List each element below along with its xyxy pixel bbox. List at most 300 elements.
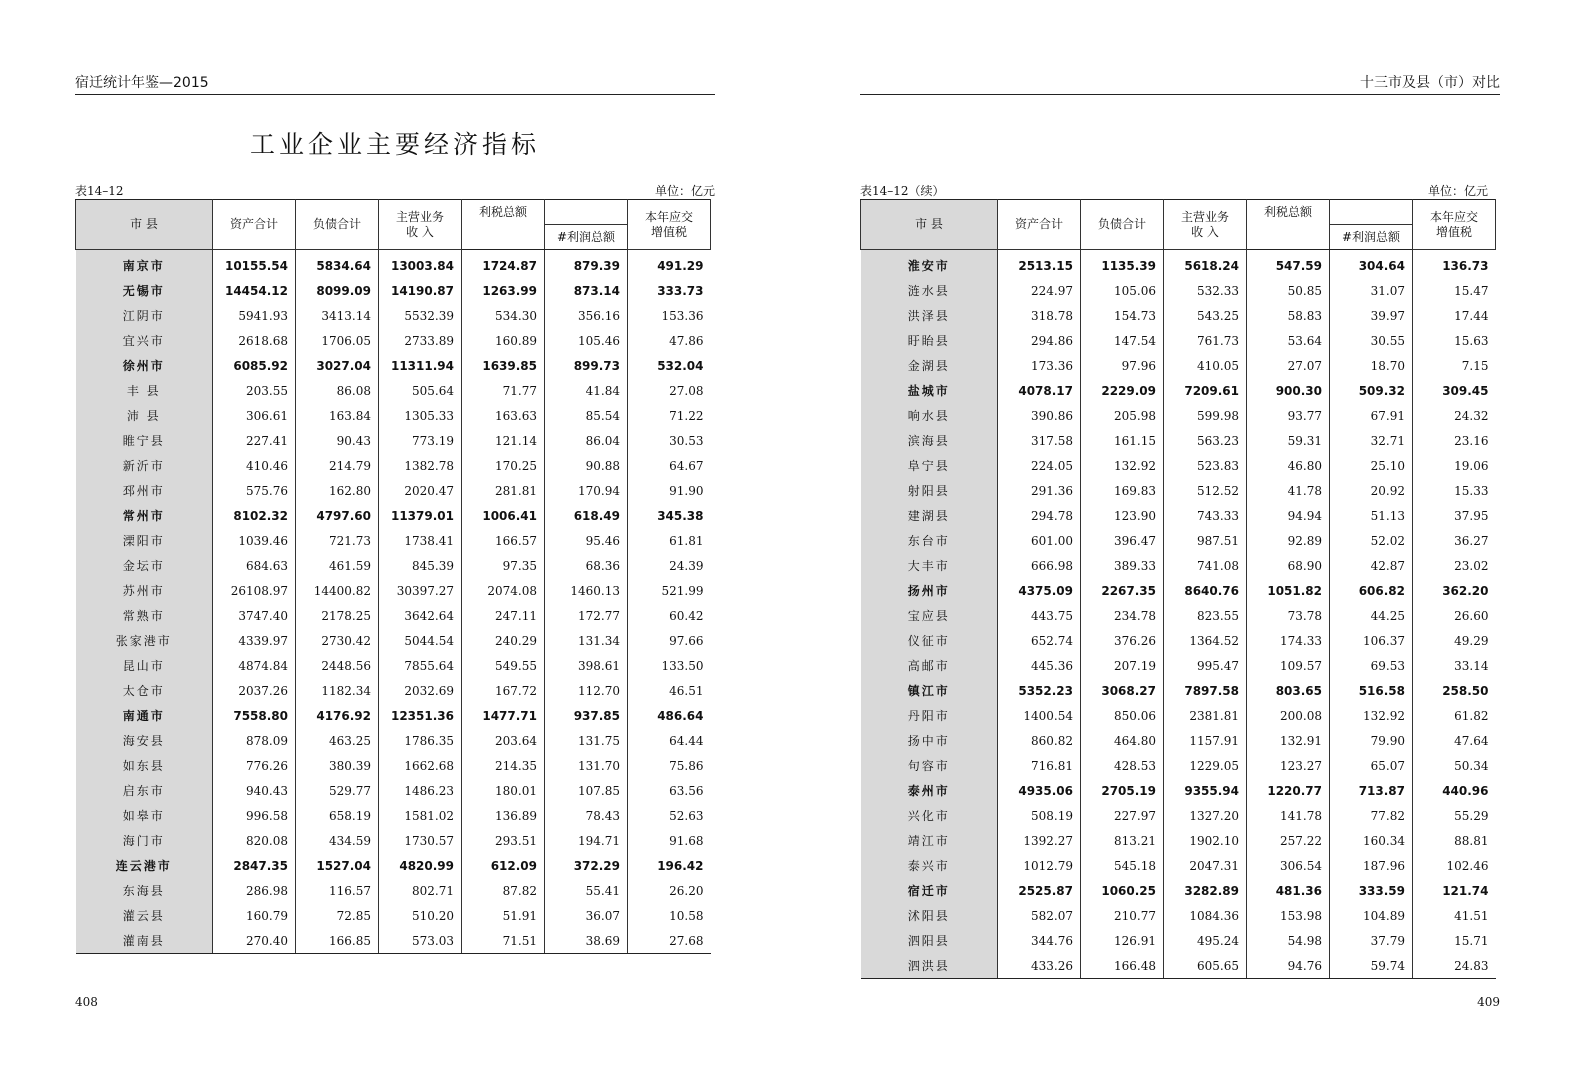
cell-vat: 24.39 xyxy=(628,553,711,578)
cell-profit-tax: 1639.85 xyxy=(462,353,545,378)
table-row xyxy=(76,528,711,553)
cell-region: 沛 县 xyxy=(76,403,213,428)
cell-liabilities: 90.43 xyxy=(296,428,379,453)
cell-region: 昆山市 xyxy=(76,653,213,678)
header-region: 市 县 xyxy=(76,200,213,250)
cell-revenue: 1730.57 xyxy=(379,828,462,853)
cell-profit: 79.90 xyxy=(1330,728,1413,753)
cell-assets: 286.98 xyxy=(213,878,296,903)
cell-liabilities: 2448.56 xyxy=(296,653,379,678)
cell-profit: 86.04 xyxy=(545,428,628,453)
cell-assets: 820.08 xyxy=(213,828,296,853)
left-page xyxy=(75,0,715,1077)
cell-assets: 1400.54 xyxy=(998,703,1081,728)
cell-assets: 4874.84 xyxy=(213,653,296,678)
cell-vat: 133.50 xyxy=(628,653,711,678)
cell-revenue: 573.03 xyxy=(379,928,462,954)
cell-liabilities: 147.54 xyxy=(1081,328,1164,353)
cell-revenue: 1229.05 xyxy=(1164,753,1247,778)
cell-vat: 102.46 xyxy=(1413,853,1496,878)
cell-assets: 5941.93 xyxy=(213,303,296,328)
cell-liabilities: 123.90 xyxy=(1081,503,1164,528)
table-row xyxy=(76,778,711,803)
cell-region: 沭阳县 xyxy=(861,903,998,928)
cell-profit: 398.61 xyxy=(545,653,628,678)
cell-region: 盐城市 xyxy=(861,378,998,403)
table-row xyxy=(76,678,711,703)
cell-vat: 15.63 xyxy=(1413,328,1496,353)
cell-liabilities: 463.25 xyxy=(296,728,379,753)
cell-assets: 666.98 xyxy=(998,553,1081,578)
cell-revenue: 7855.64 xyxy=(379,653,462,678)
table-row xyxy=(861,353,1496,378)
cell-revenue: 741.08 xyxy=(1164,553,1247,578)
cell-profit: 20.92 xyxy=(1330,478,1413,503)
cell-profit: 107.85 xyxy=(545,778,628,803)
cell-profit: 873.14 xyxy=(545,278,628,303)
cell-profit-tax: 132.91 xyxy=(1247,728,1330,753)
cell-assets: 203.55 xyxy=(213,378,296,403)
cell-profit: 38.69 xyxy=(545,928,628,954)
table-row xyxy=(76,403,711,428)
cell-liabilities: 1060.25 xyxy=(1081,878,1164,903)
cell-liabilities: 14400.82 xyxy=(296,578,379,603)
cell-liabilities: 658.19 xyxy=(296,803,379,828)
cell-vat: 33.14 xyxy=(1413,653,1496,678)
cell-liabilities: 850.06 xyxy=(1081,703,1164,728)
cell-assets: 294.78 xyxy=(998,503,1081,528)
cell-revenue: 3642.64 xyxy=(379,603,462,628)
cell-profit: 606.82 xyxy=(1330,578,1413,603)
cell-profit: 131.75 xyxy=(545,728,628,753)
cell-profit: 68.36 xyxy=(545,553,628,578)
cell-vat: 196.42 xyxy=(628,853,711,878)
cell-region: 常熟市 xyxy=(76,603,213,628)
cell-profit-tax: 41.78 xyxy=(1247,478,1330,503)
cell-profit: 95.46 xyxy=(545,528,628,553)
cell-vat: 491.29 xyxy=(628,250,711,279)
cell-revenue: 9355.94 xyxy=(1164,778,1247,803)
cell-revenue: 5618.24 xyxy=(1164,250,1247,279)
cell-profit-tax: 1051.82 xyxy=(1247,578,1330,603)
cell-liabilities: 2267.35 xyxy=(1081,578,1164,603)
cell-region: 徐州市 xyxy=(76,353,213,378)
cell-vat: 15.71 xyxy=(1413,928,1496,953)
header-revenue-line1: 主营业务 xyxy=(1180,209,1229,224)
header-spacer xyxy=(1330,200,1413,225)
cell-vat: 258.50 xyxy=(1413,678,1496,703)
cell-region: 连云港市 xyxy=(76,853,213,878)
cell-profit: 65.07 xyxy=(1330,753,1413,778)
cell-assets: 160.79 xyxy=(213,903,296,928)
cell-revenue: 543.25 xyxy=(1164,303,1247,328)
header-vat xyxy=(628,200,711,250)
cell-vat: 55.29 xyxy=(1413,803,1496,828)
cell-vat: 91.68 xyxy=(628,828,711,853)
cell-profit: 77.82 xyxy=(1330,803,1413,828)
cell-revenue: 1786.35 xyxy=(379,728,462,753)
header-vat xyxy=(1413,200,1496,250)
cell-assets: 4375.09 xyxy=(998,578,1081,603)
cell-revenue: 802.71 xyxy=(379,878,462,903)
cell-assets: 390.86 xyxy=(998,403,1081,428)
cell-profit: 52.02 xyxy=(1330,528,1413,553)
cell-revenue: 4820.99 xyxy=(379,853,462,878)
cell-liabilities: 3027.04 xyxy=(296,353,379,378)
right-page xyxy=(860,0,1500,1077)
cell-liabilities: 166.48 xyxy=(1081,953,1164,979)
cell-profit-tax: 547.59 xyxy=(1247,250,1330,279)
cell-liabilities: 214.79 xyxy=(296,453,379,478)
table-row xyxy=(76,378,711,403)
cell-profit: 937.85 xyxy=(545,703,628,728)
cell-revenue: 2020.47 xyxy=(379,478,462,503)
header-liabilities: 负债合计 xyxy=(296,200,379,250)
cell-liabilities: 207.19 xyxy=(1081,653,1164,678)
cell-profit: 333.59 xyxy=(1330,878,1413,903)
page-number: 409 xyxy=(1477,995,1500,1009)
cell-vat: 521.99 xyxy=(628,578,711,603)
table-row xyxy=(76,828,711,853)
cell-revenue: 1738.41 xyxy=(379,528,462,553)
cell-vat: 23.02 xyxy=(1413,553,1496,578)
cell-assets: 306.61 xyxy=(213,403,296,428)
page-number: 408 xyxy=(75,995,98,1009)
cell-profit: 18.70 xyxy=(1330,353,1413,378)
table-row xyxy=(861,403,1496,428)
cell-revenue: 987.51 xyxy=(1164,528,1247,553)
cell-profit-tax: 803.65 xyxy=(1247,678,1330,703)
cell-liabilities: 162.80 xyxy=(296,478,379,503)
cell-assets: 601.00 xyxy=(998,528,1081,553)
cell-region: 泰兴市 xyxy=(861,853,998,878)
cell-profit: 899.73 xyxy=(545,353,628,378)
cell-profit-tax: 94.76 xyxy=(1247,953,1330,979)
cell-profit-tax: 281.81 xyxy=(462,478,545,503)
cell-vat: 136.73 xyxy=(1413,250,1496,279)
cell-liabilities: 376.26 xyxy=(1081,628,1164,653)
cell-liabilities: 461.59 xyxy=(296,553,379,578)
cell-revenue: 1084.36 xyxy=(1164,903,1247,928)
table-row xyxy=(76,878,711,903)
table-row xyxy=(861,828,1496,853)
table-row xyxy=(861,603,1496,628)
cell-assets: 14454.12 xyxy=(213,278,296,303)
cell-profit-tax: 97.35 xyxy=(462,553,545,578)
cell-vat: 36.27 xyxy=(1413,528,1496,553)
cell-assets: 996.58 xyxy=(213,803,296,828)
cell-profit-tax: 87.82 xyxy=(462,878,545,903)
cell-profit: 59.74 xyxy=(1330,953,1413,979)
cell-vat: 30.53 xyxy=(628,428,711,453)
cell-liabilities: 2705.19 xyxy=(1081,778,1164,803)
cell-vat: 24.32 xyxy=(1413,403,1496,428)
cell-liabilities: 389.33 xyxy=(1081,553,1164,578)
cell-region: 丰 县 xyxy=(76,378,213,403)
cell-region: 宝应县 xyxy=(861,603,998,628)
cell-revenue: 1305.33 xyxy=(379,403,462,428)
cell-revenue: 743.33 xyxy=(1164,503,1247,528)
table-row xyxy=(861,853,1496,878)
cell-profit: 31.07 xyxy=(1330,278,1413,303)
cell-profit-tax: 1263.99 xyxy=(462,278,545,303)
cell-region: 兴化市 xyxy=(861,803,998,828)
cell-profit-tax: 200.08 xyxy=(1247,703,1330,728)
table-row xyxy=(861,303,1496,328)
cell-profit: 372.29 xyxy=(545,853,628,878)
table-row xyxy=(861,953,1496,979)
cell-vat: 49.29 xyxy=(1413,628,1496,653)
cell-liabilities: 529.77 xyxy=(296,778,379,803)
cell-liabilities: 3413.14 xyxy=(296,303,379,328)
cell-region: 射阳县 xyxy=(861,478,998,503)
cell-profit: 42.87 xyxy=(1330,553,1413,578)
cell-vat: 19.06 xyxy=(1413,453,1496,478)
cell-liabilities: 166.85 xyxy=(296,928,379,954)
cell-revenue: 2047.31 xyxy=(1164,853,1247,878)
cell-profit-tax: 1477.71 xyxy=(462,703,545,728)
cell-profit-tax: 71.77 xyxy=(462,378,545,403)
cell-region: 新沂市 xyxy=(76,453,213,478)
table-row xyxy=(76,728,711,753)
cell-liabilities: 813.21 xyxy=(1081,828,1164,853)
cell-profit-tax: 1006.41 xyxy=(462,503,545,528)
cell-region: 南京市 xyxy=(76,250,213,279)
cell-assets: 2525.87 xyxy=(998,878,1081,903)
cell-liabilities: 2229.09 xyxy=(1081,378,1164,403)
table-row xyxy=(76,853,711,878)
cell-profit-tax: 59.31 xyxy=(1247,428,1330,453)
cell-assets: 508.19 xyxy=(998,803,1081,828)
cell-profit-tax: 170.25 xyxy=(462,453,545,478)
cell-revenue: 2733.89 xyxy=(379,328,462,353)
header-profit-tax: 利税总额 xyxy=(462,200,545,225)
cell-region: 滨海县 xyxy=(861,428,998,453)
cell-liabilities: 721.73 xyxy=(296,528,379,553)
cell-profit-tax: 534.30 xyxy=(462,303,545,328)
cell-region: 如东县 xyxy=(76,753,213,778)
cell-assets: 344.76 xyxy=(998,928,1081,953)
cell-profit: 51.13 xyxy=(1330,503,1413,528)
table-row xyxy=(861,478,1496,503)
cell-assets: 433.26 xyxy=(998,953,1081,979)
running-header xyxy=(75,74,715,95)
cell-assets: 6085.92 xyxy=(213,353,296,378)
table-row xyxy=(76,653,711,678)
section-title: 十三市及县（市）对比 xyxy=(1360,75,1500,91)
cell-profit-tax: 50.85 xyxy=(1247,278,1330,303)
cell-assets: 317.58 xyxy=(998,428,1081,453)
cell-profit-tax: 153.98 xyxy=(1247,903,1330,928)
cell-assets: 5352.23 xyxy=(998,678,1081,703)
cell-profit-tax: 481.36 xyxy=(1247,878,1330,903)
cell-liabilities: 161.15 xyxy=(1081,428,1164,453)
cell-revenue: 30397.27 xyxy=(379,578,462,603)
cell-profit: 106.37 xyxy=(1330,628,1413,653)
cell-vat: 309.45 xyxy=(1413,378,1496,403)
cell-revenue: 1902.10 xyxy=(1164,828,1247,853)
cell-region: 金湖县 xyxy=(861,353,998,378)
header-revenue-line2: 收 入 xyxy=(406,224,434,239)
table-row xyxy=(861,778,1496,803)
table-row xyxy=(76,703,711,728)
table-row xyxy=(861,553,1496,578)
cell-region: 响水县 xyxy=(861,403,998,428)
table-row xyxy=(861,728,1496,753)
header-vat-line2: 增值税 xyxy=(650,224,687,239)
cell-profit-tax: 247.11 xyxy=(462,603,545,628)
cell-assets: 1039.46 xyxy=(213,528,296,553)
cell-vat: 27.08 xyxy=(628,378,711,403)
cell-profit: 172.77 xyxy=(545,603,628,628)
table-row xyxy=(76,928,711,954)
table-label: 表14–12 xyxy=(75,184,124,198)
cell-assets: 4078.17 xyxy=(998,378,1081,403)
cell-assets: 2037.26 xyxy=(213,678,296,703)
header-region: 市 县 xyxy=(861,200,998,250)
cell-region: 泗阳县 xyxy=(861,928,998,953)
table-row xyxy=(76,553,711,578)
cell-profit: 194.71 xyxy=(545,828,628,853)
cell-liabilities: 380.39 xyxy=(296,753,379,778)
cell-revenue: 2032.69 xyxy=(379,678,462,703)
cell-profit: 1460.13 xyxy=(545,578,628,603)
cell-profit: 39.97 xyxy=(1330,303,1413,328)
cell-profit: 132.92 xyxy=(1330,703,1413,728)
cell-revenue: 773.19 xyxy=(379,428,462,453)
cell-profit: 131.70 xyxy=(545,753,628,778)
cell-region: 海安县 xyxy=(76,728,213,753)
cell-region: 宿迁市 xyxy=(861,878,998,903)
cell-vat: 486.64 xyxy=(628,703,711,728)
table-row xyxy=(76,278,711,303)
cell-profit-tax: 54.98 xyxy=(1247,928,1330,953)
cell-liabilities: 4176.92 xyxy=(296,703,379,728)
table-row xyxy=(76,503,711,528)
cell-region: 盱眙县 xyxy=(861,328,998,353)
cell-region: 如皋市 xyxy=(76,803,213,828)
cell-revenue: 11311.94 xyxy=(379,353,462,378)
cell-region: 仪征市 xyxy=(861,628,998,653)
cell-profit-tax: 180.01 xyxy=(462,778,545,803)
cell-liabilities: 1182.34 xyxy=(296,678,379,703)
cell-vat: 50.34 xyxy=(1413,753,1496,778)
cell-assets: 224.97 xyxy=(998,278,1081,303)
cell-liabilities: 116.57 xyxy=(296,878,379,903)
cell-vat: 47.64 xyxy=(1413,728,1496,753)
cell-profit: 69.53 xyxy=(1330,653,1413,678)
cell-revenue: 12351.36 xyxy=(379,703,462,728)
table-row xyxy=(861,878,1496,903)
cell-vat: 75.86 xyxy=(628,753,711,778)
table-row xyxy=(861,578,1496,603)
unit-label: 单位：亿元 xyxy=(1427,184,1488,198)
cell-assets: 2618.68 xyxy=(213,328,296,353)
cell-assets: 652.74 xyxy=(998,628,1081,653)
table-row xyxy=(76,753,711,778)
cell-assets: 7558.80 xyxy=(213,703,296,728)
cell-revenue: 410.05 xyxy=(1164,353,1247,378)
header-vat-line1: 本年应交 xyxy=(1429,209,1478,224)
table-row xyxy=(861,628,1496,653)
cell-liabilities: 163.84 xyxy=(296,403,379,428)
cell-liabilities: 464.80 xyxy=(1081,728,1164,753)
cell-vat: 362.20 xyxy=(1413,578,1496,603)
table-row xyxy=(861,278,1496,303)
cell-profit: 41.84 xyxy=(545,378,628,403)
cell-region: 洪泽县 xyxy=(861,303,998,328)
cell-liabilities: 72.85 xyxy=(296,903,379,928)
indicator-table-left xyxy=(75,199,711,954)
cell-assets: 776.26 xyxy=(213,753,296,778)
cell-region: 常州市 xyxy=(76,503,213,528)
cell-profit: 78.43 xyxy=(545,803,628,828)
table-row xyxy=(861,703,1496,728)
cell-region: 靖江市 xyxy=(861,828,998,853)
cell-assets: 10155.54 xyxy=(213,250,296,279)
cell-liabilities: 132.92 xyxy=(1081,453,1164,478)
cell-profit: 713.87 xyxy=(1330,778,1413,803)
cell-vat: 121.74 xyxy=(1413,878,1496,903)
cell-revenue: 1364.52 xyxy=(1164,628,1247,653)
cell-region: 南通市 xyxy=(76,703,213,728)
cell-profit: 104.89 xyxy=(1330,903,1413,928)
cell-profit-tax: 203.64 xyxy=(462,728,545,753)
cell-profit: 85.54 xyxy=(545,403,628,428)
cell-profit: 131.34 xyxy=(545,628,628,653)
cell-liabilities: 1135.39 xyxy=(1081,250,1164,279)
cell-region: 江阴市 xyxy=(76,303,213,328)
cell-revenue: 11379.01 xyxy=(379,503,462,528)
cell-liabilities: 396.47 xyxy=(1081,528,1164,553)
cell-revenue: 505.64 xyxy=(379,378,462,403)
cell-liabilities: 434.59 xyxy=(296,828,379,853)
cell-vat: 532.04 xyxy=(628,353,711,378)
cell-vat: 52.63 xyxy=(628,803,711,828)
cell-profit-tax: 53.64 xyxy=(1247,328,1330,353)
cell-profit: 105.46 xyxy=(545,328,628,353)
cell-profit-tax: 240.29 xyxy=(462,628,545,653)
cell-assets: 227.41 xyxy=(213,428,296,453)
cell-assets: 26108.97 xyxy=(213,578,296,603)
cell-revenue: 495.24 xyxy=(1164,928,1247,953)
cell-profit-tax: 166.57 xyxy=(462,528,545,553)
cell-region: 无锡市 xyxy=(76,278,213,303)
cell-revenue: 13003.84 xyxy=(379,250,462,279)
cell-revenue: 761.73 xyxy=(1164,328,1247,353)
table-row xyxy=(861,328,1496,353)
cell-liabilities: 545.18 xyxy=(1081,853,1164,878)
table-row xyxy=(861,653,1496,678)
cell-liabilities: 1706.05 xyxy=(296,328,379,353)
cell-liabilities: 4797.60 xyxy=(296,503,379,528)
cell-region: 苏州市 xyxy=(76,578,213,603)
cell-assets: 2513.15 xyxy=(998,250,1081,279)
indicator-table-right xyxy=(860,199,1496,979)
cell-profit-tax: 2074.08 xyxy=(462,578,545,603)
cell-vat: 64.44 xyxy=(628,728,711,753)
cell-profit-tax: 1724.87 xyxy=(462,250,545,279)
cell-assets: 410.46 xyxy=(213,453,296,478)
cell-profit: 30.55 xyxy=(1330,328,1413,353)
cell-profit: 37.79 xyxy=(1330,928,1413,953)
cell-profit-tax: 71.51 xyxy=(462,928,545,954)
cell-liabilities: 86.08 xyxy=(296,378,379,403)
cell-region: 扬州市 xyxy=(861,578,998,603)
cell-liabilities: 97.96 xyxy=(1081,353,1164,378)
cell-vat: 60.42 xyxy=(628,603,711,628)
cell-assets: 716.81 xyxy=(998,753,1081,778)
